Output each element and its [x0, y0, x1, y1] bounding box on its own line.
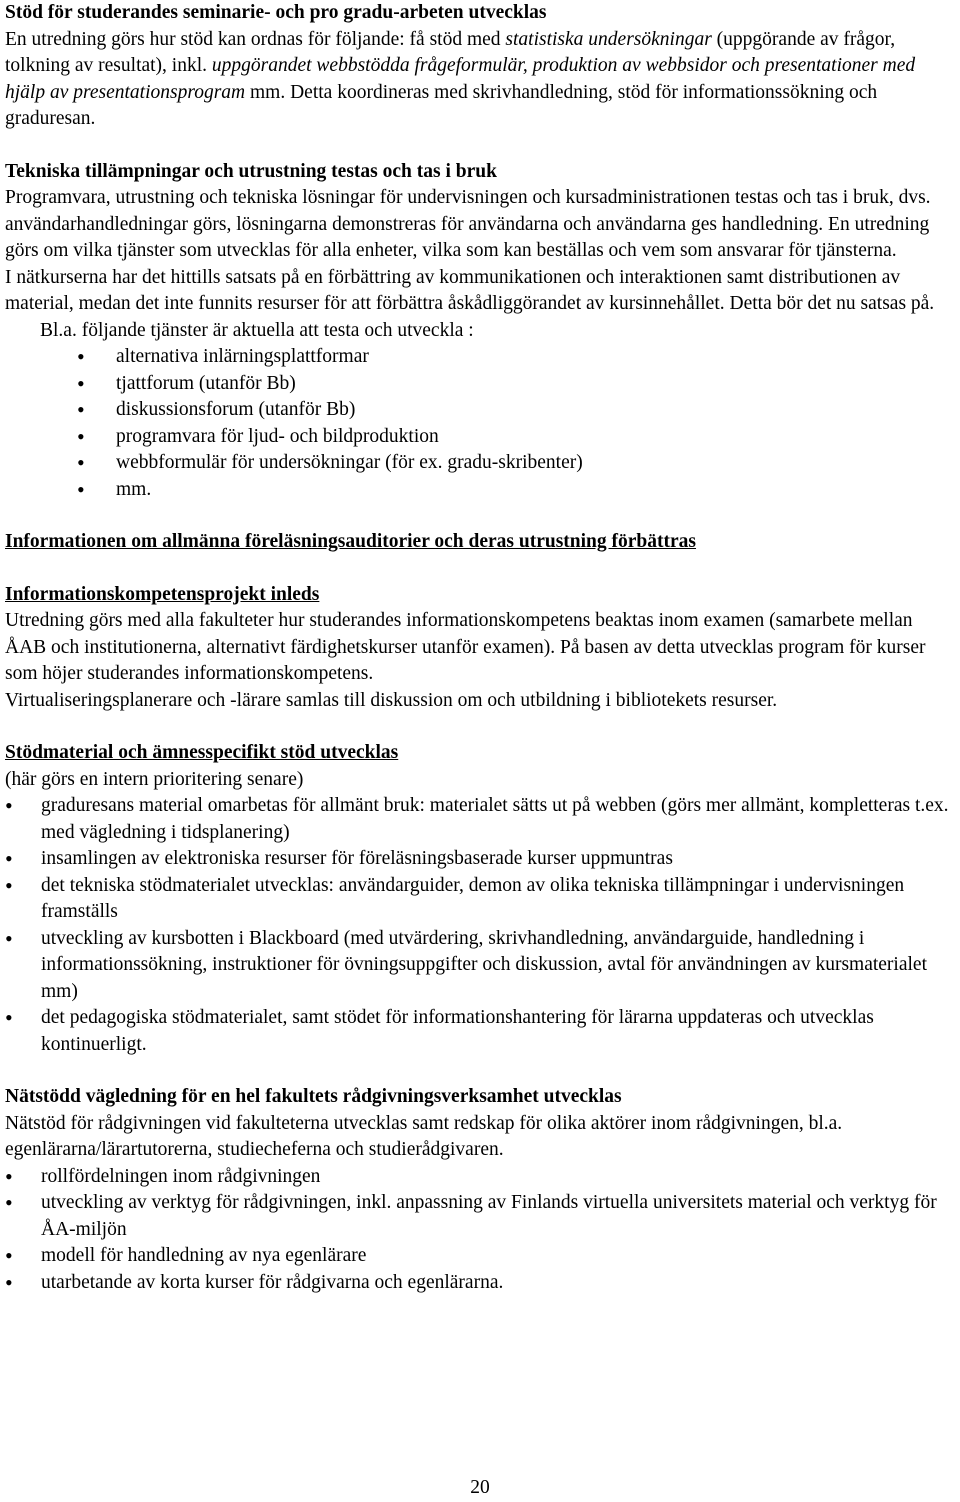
list-item: • alternativa inlärningsplattformar — [5, 344, 955, 371]
spacer — [5, 1058, 955, 1084]
list-item: • tjattforum (utanför Bb) — [5, 371, 955, 398]
paragraph — [5, 27, 955, 133]
text-run: En utredning görs hur stöd kan ordnas för följande: få stöd med — [5, 28, 506, 50]
section-heading: Informationskompetensprojekt inleds — [5, 583, 320, 605]
bullet-list — [5, 1164, 955, 1297]
italic-text: statistiska undersökningar — [505, 28, 712, 50]
bullet-list — [5, 793, 955, 1058]
list-item: • webbformulär för undersökningar (för ex. gradu-skribenter) — [5, 450, 955, 477]
paragraph: Utredning görs med alla fakulteter hur studerandes informationskompetens beaktas inom examen (samarbete mellan ÅAB och institutionerna, alternativt färdighetskurser utanför examen). På basen av detta utvecklas program för kurser som höjer studerandes informationskompetens. — [5, 610, 926, 684]
list-item: • mm. — [5, 477, 955, 504]
list-item: • diskussionsforum (utanför Bb) — [5, 397, 955, 424]
list-item: • utveckling av verktyg för rådgivningen, inkl. anpassning av Finlands virtuella universitets material och verktyg för ÅA-miljön — [5, 1190, 955, 1243]
list-item: • programvara för ljud- och bildproduktion — [5, 424, 955, 451]
list-item: • graduresans material omarbetas för allmänt bruk: materialet sätts ut på webben (görs mer allmänt, kompletteras t.ex. med vägledning i tidsplanering) — [5, 793, 955, 846]
list-item: • modell för handledning av nya egenlärare — [5, 1243, 955, 1270]
list-item: • det tekniska stödmaterialet utvecklas: användarguider, demon av olika tekniska tillämpningar i undervisningen framställs — [5, 873, 955, 926]
section-heading: Stöd för studerandes seminarie- och pro gradu-arbeten utvecklas — [5, 2, 547, 23]
spacer — [5, 556, 955, 582]
list-item: • rollfördelningen inom rådgivningen — [5, 1164, 955, 1191]
spacer — [5, 503, 955, 529]
paragraph: (här görs en intern prioritering senare) — [5, 768, 304, 790]
paragraph: Programvara, utrustning och tekniska lösningar för undervisningen och kursadministrationen testas och tas i bruk, dvs. användarhandledningar görs, lösningarna demonstreras för användarna och användarna ges handledning. En utredning görs om vilka tjänster som utvecklas för alla enheter, vilka som kan beställas och vem som ansvarar för tjänsterna. — [5, 187, 931, 261]
paragraph: Nätstöd för rådgivningen vid fakulteterna utvecklas samt redskap för olika aktörer inom rådgivningen, bl.a. egenlärarna/lärartutorerna, studiecheferna och studierådgivaren. — [5, 1112, 843, 1160]
bullet-list — [5, 344, 955, 503]
section-heading: Nätstödd vägledning för en hel fakultets rådgivningsverksamhet utvecklas — [5, 1086, 622, 1107]
list-item: • utarbetande av korta kurser för rådgivarna och egenlärarna. — [5, 1270, 955, 1297]
italic-text: uppgörandet webbstödda frågeformulär, produktion av webbsidor och presentationer med hjälp av presentationsprogram — [5, 55, 916, 103]
spacer — [5, 133, 955, 159]
text-run: mm. Detta koordineras med skrivhandledning, stöd för informationssökning och graduresan. — [5, 81, 878, 129]
section-heading: Tekniska tillämpningar och utrustning testas och tas i bruk — [5, 160, 497, 182]
document-page — [5, 0, 955, 1296]
text-run: (uppgörande av frågor, tolkning av resultat), inkl. — [5, 28, 896, 76]
page-number: 20 — [470, 1477, 490, 1498]
section-heading: Informationen om allmänna föreläsningsauditorier och deras utrustning förbättras — [5, 531, 697, 552]
list-item: • insamlingen av elektroniska resurser för föreläsningsbaserade kurser uppmuntras — [5, 846, 955, 873]
list-item: • utveckling av kursbotten i Blackboard (med utvärdering, skrivhandledning, användarguide, handledning i informationssökning, instruktioner för övningsuppgifter och diskussion, avtal för användningen av kursmaterialet mm) — [5, 926, 955, 1006]
paragraph: Bl.a. följande tjänster är aktuella att testa och utveckla : — [40, 319, 474, 341]
paragraph: I nätkurserna har det hittills satsats på en förbättring av kommunikationen och interaktionen samt distributionen av material, medan det inte funnits resurser för att förbättra åskådliggörandet av kursinnehållet. Detta bör det nu satsas på. — [5, 266, 935, 314]
paragraph: Virtualiseringsplanerare och -lärare samlas till diskussion om och utbildning i bibliotekets resurser. — [5, 689, 778, 711]
spacer — [5, 714, 955, 740]
list-item: • det pedagogiska stödmaterialet, samt stödet för informationshantering för lärarna uppdateras och utvecklas kontinuerligt. — [5, 1005, 955, 1058]
section-heading: Stödmaterial och ämnesspecifikt stöd utvecklas — [5, 742, 399, 763]
